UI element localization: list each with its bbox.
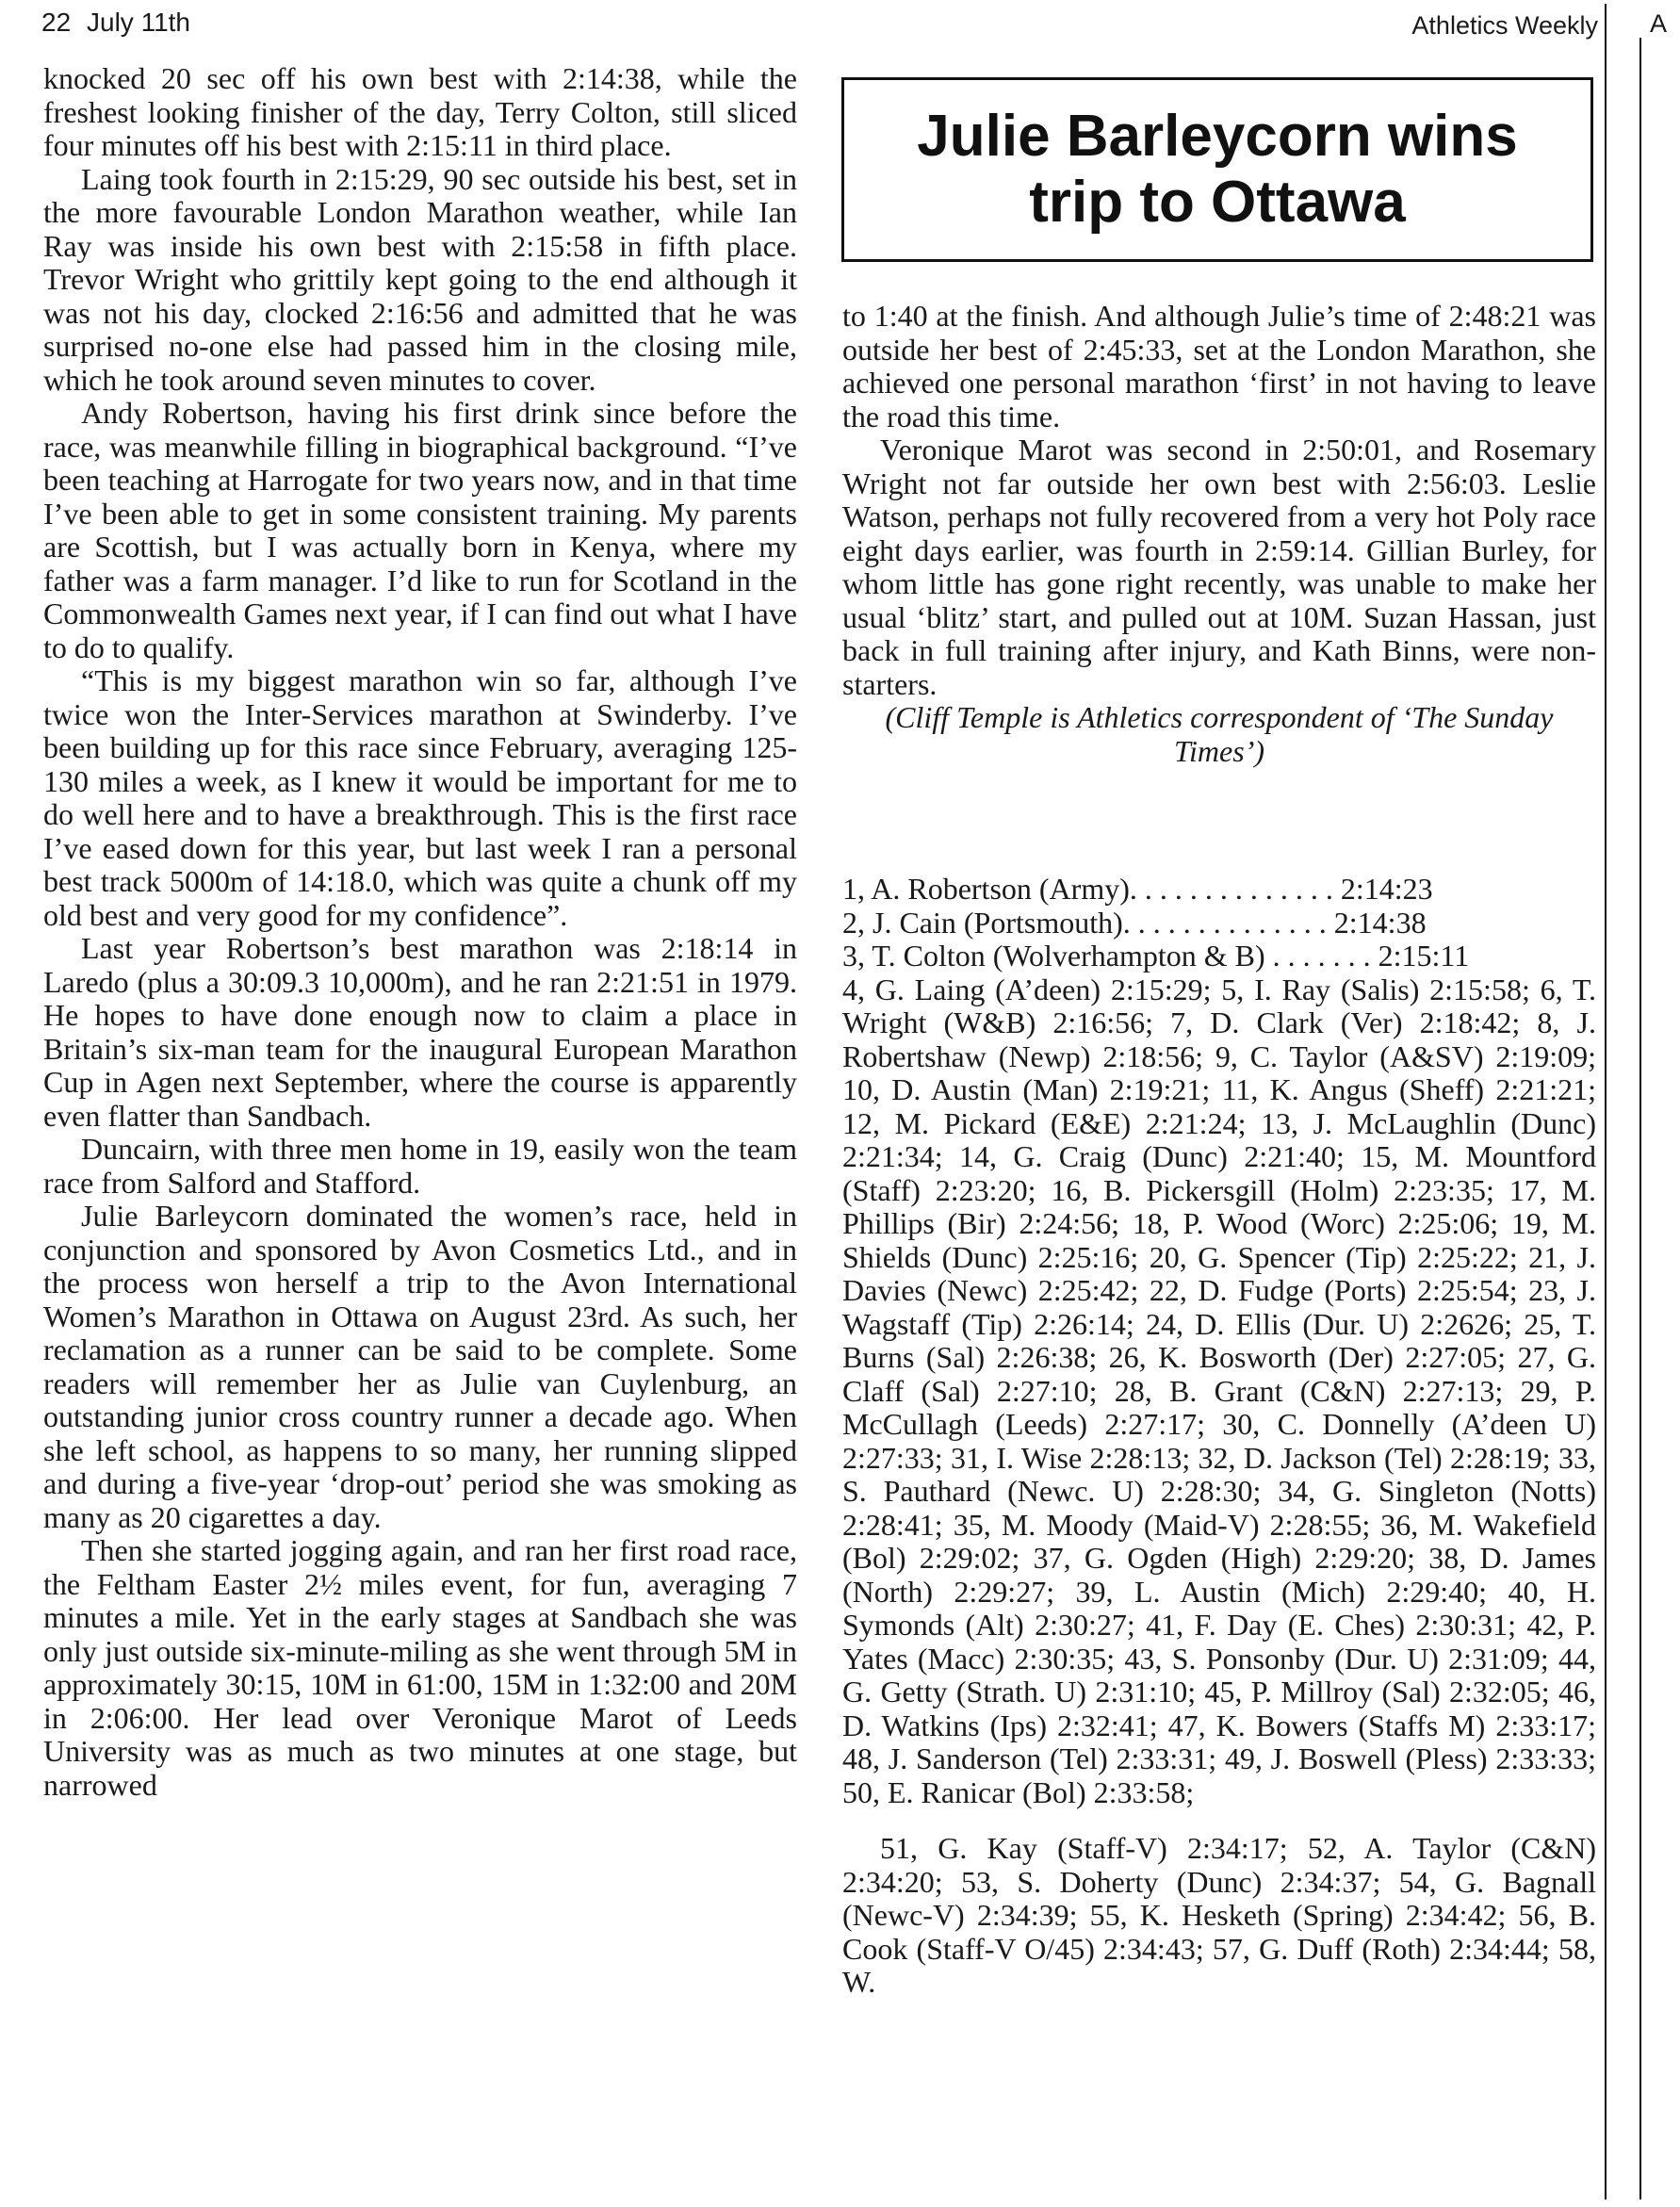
article-paragraph: Duncairn, with three men home in 19, easily won the team race from Salford and Stafford. bbox=[43, 1132, 797, 1200]
issue-date: July 11th bbox=[87, 8, 190, 37]
article-paragraph: Laing took fourth in 2:15:29, 90 sec outside his best, set in the more favourable London Marathon weather, while Ian Ray was inside his own best with 2:15:58 in fifth place. Trevor Wright who grittily kept going to the end although it was not his day, clocked 2:16:56 and admitted that he was surprised no-one else had passed him in the closing mile, which he took around seven minutes to cover. bbox=[43, 161, 797, 397]
headline-line-2: trip to Ottawa bbox=[1029, 170, 1406, 235]
page-header bbox=[0, 0, 1680, 47]
author-caption: (Cliff Temple is Athletics correspondent of ‘The Sunday Times’) bbox=[885, 700, 1554, 768]
page-edge-rule bbox=[1605, 4, 1607, 2199]
publication-name: Athletics Weekly bbox=[1411, 11, 1598, 40]
page-edge-rule-2 bbox=[1639, 38, 1641, 2199]
left-article-column bbox=[43, 62, 797, 1802]
results-block: 51, G. Kay (Staff-V) 2:34:17; 52, A. Taylor (C&N) 2:34:20; 53, S. Doherty (Dunc) 2:34:37; 54, G. Bagnall (Newc-V) 2:34:39; 55, K. Hesketh (Spring) 2:34:42; 56, B. Cook (Staff-V O/45) 2:34:43; 57, G. Duff (Roth) 2:34:44; 58, W. bbox=[842, 1831, 1596, 1999]
article-paragraph: Andy Robertson, having his first drink since before the race, was meanwhile filling in biographical background. “I’ve been teaching at Harrogate for two years now, and in that time I’ve been able to get in some consistent training. My parents are Scottish, but I was actually born in Kenya, where my father was a farm manager. I’d like to run for Scotland in the Commonwealth Games next year, if I can find out what I have to do to qualify. bbox=[43, 396, 797, 664]
article-paragraph: Julie Barleycorn dominated the women’s race, held in conjunction and sponsored by Avon Cosmetics Ltd., and in the process won herself a trip to the Avon International Women’s Marathon in Ottawa on August 23rd. As such, her reclamation as a runner can be said to be complete. Some readers will remember her as Julie van Cuylenburg, an outstanding junior cross country runner a decade ago. When she left school, as happens to so many, her running slipped and during a five-year ‘drop-out’ period she was smoking as many as 20 cigarettes a day. bbox=[43, 1199, 797, 1534]
article-paragraph: Then she started jogging again, and ran her first road race, the Feltham Easter 2½ miles event, for fun, averaging 7 minutes a mile. Yet in the early stages at Sandbach she was only just outside six-minute-miling as she went through 5M in approximately 30:15, 10M in 61:00, 15M in 1:32:00 and 20M in 2:06:00. Her lead over Veronique Marot of Leeds University was as much as two minutes at one stage, but narrowed bbox=[43, 1533, 797, 1802]
results-block: 4, G. Laing (A’deen) 2:15:29; 5, I. Ray (Salis) 2:15:58; 6, T. Wright (W&B) 2:16:56; 7, D. Clark (Ver) 2:18:42; 8, J. Robertshaw (Newp) 2:18:56; 9, C. Taylor (A&SV) 2:19:09; 10, D. Austin (Man) 2:19:21; 11, K. Angus (Sheff) 2:21:21; 12, M. Pickard (E&E) 2:21:24; 13, J. McLaughlin (Dunc) 2:21:34; 14, G. Craig (Dunc) 2:21:40; 15, M. Mountford (Staff) 2:23:20; 16, B. Pickersgill (Holm) 2:23:35; 17, M. Phillips (Bir) 2:24:56; 18, P. Wood (Worc) 2:25:06; 19, M. Shields (Dunc) 2:25:16; 20, G. Spencer (Tip) 2:25:22; 21, J. Davies (Newc) 2:25:42; 22, D. Fudge (Ports) 2:25:54; 23, J. Wagstaff (Tip) 2:26:14; 24, D. Ellis (Dur. U) 2:2626; 25, T. Burns (Sal) 2:26:38; 26, K. Bosworth (Der) 2:27:05; 27, G. Claff (Sal) 2:27:10; 28, B. Grant (C&N) 2:27:13; 29, P. McCullagh (Leeds) 2:27:17; 30, C. Donnelly (A’deen U) 2:27:33; 31, I. Wise 2:28:13; 32, D. Jackson (Tel) 2:28:19; 33, S. Pauthard (Newc. U) 2:28:30; 34, G. Singleton (Notts) 2:28:41; 35, M. Moody (Maid-V) 2:28:55; 36, M. Wakefield (Bol) 2:29:02; 37, G. Ogden (High) 2:29:20; 38, D. James (North) 2:29:27; 39, L. Austin (Mich) 2:29:40; 40, H. Symonds (Alt) 2:30:27; 41, F. Day (E. Ches) 2:30:31; 42, P. Yates (Macc) 2:30:35; 43, S. Ponsonby (Dur. U) 2:31:09; 44, G. Getty (Strath. U) 2:31:10; 45, P. Millroy (Sal) 2:32:05; 46, D. Watkins (Ips) 2:32:41; 47, K. Bowers (Staffs M) 2:33:17; 48, J. Sanderson (Tel) 2:33:31; 49, J. Boswell (Pless) 2:33:33; 50, E. Ranicar (Bol) 2:33:58; bbox=[842, 972, 1596, 1809]
article-paragraph: knocked 20 sec off his own best with 2:14:38, while the freshest looking finisher of the day, Terry Colton, still sliced four minutes off his best with 2:15:11 in third place. bbox=[43, 61, 797, 162]
result-line: 2, J. Cain (Portsmouth). . . . . . . . . . . . . . 2:14:38 bbox=[842, 905, 1427, 940]
next-page-edge-text: A bbox=[1649, 9, 1667, 38]
article-paragraph: to 1:40 at the finish. And although Julie’s time of 2:48:21 was outside her best of 2:45:33, set at the London Marathon, she achieved one personal marathon ‘first’ in not having to leave the road this time. bbox=[842, 299, 1596, 433]
page-number: 22 bbox=[41, 8, 72, 37]
headline-box bbox=[841, 77, 1593, 262]
right-article-column bbox=[842, 300, 1596, 768]
result-line: 1, A. Robertson (Army). . . . . . . . . . . . . . 2:14:23 bbox=[842, 872, 1433, 906]
article-paragraph: “This is my biggest marathon win so far, although I’ve twice won the Inter-Services marathon at Swinderby. I’ve been building up for this race since February, averaging 125-130 miles a week, as I knew it would be important for me to do well here and to have a breakthrough. This is the first race I’ve eased down for this year, but last week I ran a personal best track 5000m of 14:18.0, which was quite a chunk off my old best and very good for my confidence”. bbox=[43, 663, 797, 932]
result-line: 3, T. Colton (Wolverhampton & B) . . . . . . . 2:15:11 bbox=[842, 939, 1470, 973]
results-list bbox=[842, 873, 1596, 2000]
headline-line-1: Julie Barleycorn wins bbox=[917, 104, 1518, 169]
article-paragraph: Last year Robertson’s best marathon was 2:18:14 in Laredo (plus a 30:09.3 10,000m), and he ran 2:21:51 in 1979. He hopes to have done enough now to claim a place in Britain’s six-man team for the inaugural European Marathon Cup in Agen next September, where the course is apparently even flatter than Sandbach. bbox=[43, 931, 797, 1133]
article-paragraph: Veronique Marot was second in 2:50:01, and Rosemary Wright not far outside her own best with 2:56:03. Leslie Watson, perhaps not fully recovered from a very hot Poly race eight days earlier, was fourth in 2:59:14. Gillian Burley, for whom little has gone right recently, was unable to make her usual ‘blitz’ start, and pulled out at 10M. Suzan Hassan, just back in full training after injury, and Kath Binns, were non-starters. bbox=[842, 433, 1596, 701]
